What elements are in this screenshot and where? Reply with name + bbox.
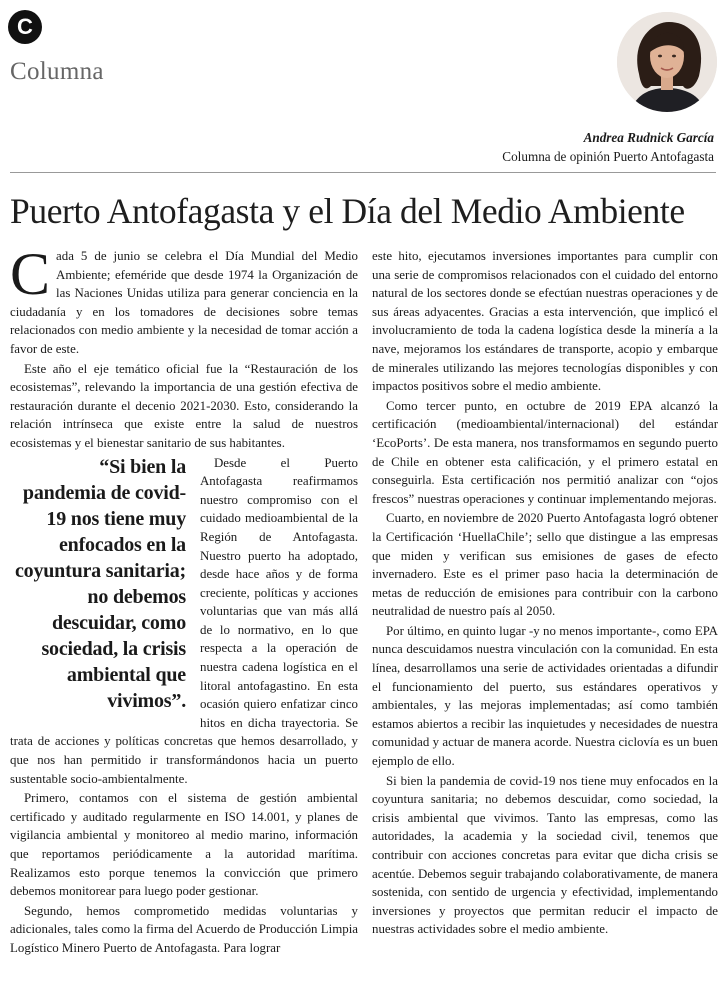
paragraph-3-text: Desde el Puerto Antofagasta reafirmamos nuestro compromiso con el cuidado medioambiental de la Región de Antofagasta. Nuestro puerto ha adoptado, desde hace años y de forma creciente, políticas y acciones voluntarias que van más allá de lo normativo, en lo que respecta a la operación de nuestra cadena logística en el litoral antofagastino. En esta ocasión quiero enfatizar cinco hitos en dicha trayectoria. Se trata de acciones y políticas concretas que hemos desarrollado, y que nos han permitido ir transformándonos hacia un puerto sustentable socio-ambientalmente. xyxy=(10,455,358,786)
section-label: Columna xyxy=(10,58,104,85)
paragraph-5: Segundo, hemos comprometido medidas voluntarias y adicionales, tales como la firma del Acuerdo de Producción Limpia Logístico Minero Puerto de Antofagasta. Para lograr xyxy=(10,903,358,955)
paragraph-4: Primero, contamos con el sistema de gestión ambiental certificado y auditado regularmente en ISO 14.001, y planes de vigilancia ambiental y monitoreo al medio marino, información que reportamos periódicamente a la autoridad marítima. Realizamos esto porque tenemos la convicción que primero debemos monitorear para luego poder gestionar. xyxy=(10,791,358,899)
paragraph-1-text: ada 5 de junio se celebra el Día Mundial del Medio Ambiente; efeméride que desde 1974 la Organización de las Naciones Unidas utiliza para generar conciencia en la ciudadanía y en los tomadores de decisiones sobre temas relacionados con medio ambiente y la necesidad de tomar acción a favor de este. xyxy=(10,249,358,356)
author-role: Columna de opinión Puerto Antofagasta xyxy=(502,149,714,164)
paragraph-10: Si bien la pandemia de covid-19 nos tiene muy enfocados en la coyuntura sanitaria; no debemos descuidar, como sociedad, la crisis ambiental que vivimos. Tanto las empresas, como las autoridades, la academia y la sociedad civil, tenemos que contribuir con acciones concretas para evitar que dicha crisis se acentúe. Debemos seguir trabajando colaborativamente, de manera sostenida, con sentido de urgencia y efectividad, implementando inversiones y proyectos que permitan reducir el impacto de nuestras actividades sobre el medio ambiente. xyxy=(372,773,718,937)
author-photo xyxy=(617,12,717,112)
author-name: Andrea Rudnick García xyxy=(583,130,714,145)
author-portrait-icon xyxy=(617,12,717,112)
paragraph-8: Cuarto, en noviembre de 2020 Puerto Antofagasta logró obtener la Certificación ‘HuellaChile’; sello que distingue a las empresas que miden y verifican sus emisiones de gases de efecto invernadero. Este es el primer paso hacia la determinación de metas de reducción de emisiones para contribuir con la carbono neutralidad de nuestro país al 2050. xyxy=(372,511,718,619)
paragraph-1 xyxy=(10,241,358,359)
article-column-right xyxy=(372,247,718,939)
article-column-left xyxy=(10,241,358,958)
paragraph-9: Por último, en quinto lugar -y no menos importante-, como EPA nunca descuidamos nuestra vinculación con la comunidad. En esta línea, desarrollamos una serie de actividades orientadas a difundir el funcionamiento del puerto, sus estándares operativos y ambientales, y las mejoras implementadas; así como también estamos abiertos a recibir las inquietudes y necesidades de nuestra comunidad y actuar de manera acorde. Nuestra ciclovía es un buen ejemplo de ello. xyxy=(372,623,718,769)
paragraph-3 xyxy=(10,454,358,789)
header-divider xyxy=(10,172,716,173)
article-headline: Puerto Antofagasta y el Día del Medio Ambiente xyxy=(10,191,685,231)
paragraph-6: este hito, ejecutamos inversiones importantes para cumplir con una serie de compromisos relacionados con el cuidado del entorno natural de los sectores donde se efectúan nuestras operaciones y de sus áreas adyacentes. Gracias a esta intervención, que implicó el involucramiento de toda la cadena logística desde la minería a la nave, mejoramos los estándares de transporte, acopio y embarque de minerales utilizando las mejores tecnologías disponibles y con impactos positivos sobre el medio ambiente. xyxy=(372,249,718,394)
column-badge: C xyxy=(8,10,42,44)
paragraph-2: Este año el eje temático oficial fue la “Restauración de los ecosistemas”, relevando la importancia de una gestión efectiva de restauración durante el decenio 2021-2030. Esto, considerando la relación intrínseca que existe entre la salud de nuestros ecosistemas y el bienestar sanitario de sus habitantes. xyxy=(10,361,358,450)
drop-cap: C xyxy=(10,241,51,307)
author-block xyxy=(502,128,714,166)
pull-quote: “Si bien la pandemia de covid-19 nos tiene muy enfocados en la coyuntura sanitaria; no debemos descuidar, como sociedad, la crisis ambiental que vivimos”. xyxy=(14,455,186,712)
paragraph-7: Como tercer punto, en octubre de 2019 EPA alcanzó la certificación (medioambiental/internacional) del estándar ‘EcoPorts’. De esta manera, nos transformamos en segundo puerto de Chile en obtener esta calificación, y el primero estatal en conseguirla. Esta certificación nos permitió analizar con “ojos frescos” nuestras operaciones y continuar implementando mejoras. xyxy=(372,398,718,506)
